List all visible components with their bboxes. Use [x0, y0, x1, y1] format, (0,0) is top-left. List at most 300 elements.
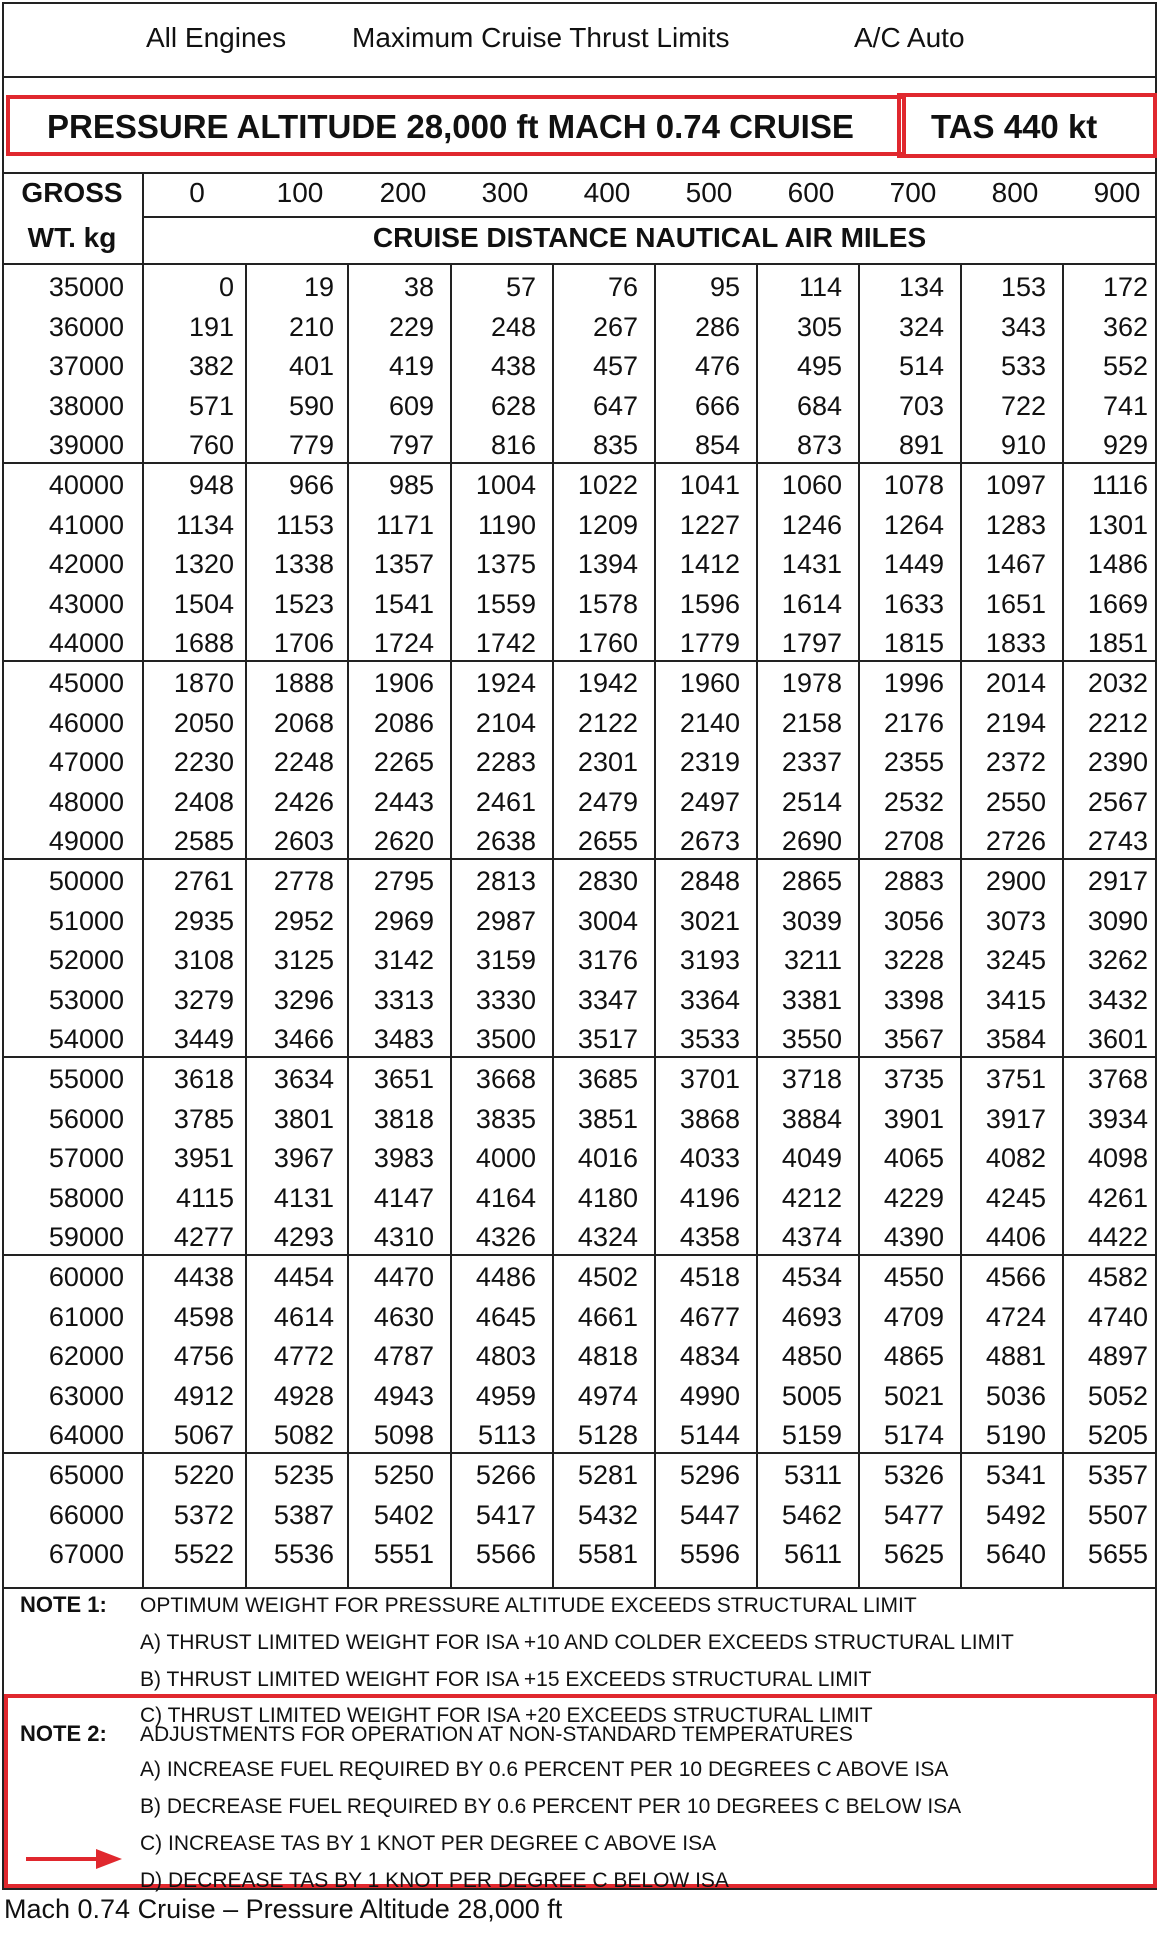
distance-cell: 854: [694, 430, 740, 461]
distance-cell: 1078: [883, 470, 944, 500]
table-row: [4, 866, 1155, 905]
distance-cell: 343: [1000, 311, 1046, 342]
distance-cell: 495: [796, 351, 842, 382]
distance-cell: 590: [288, 390, 334, 421]
distance-cell: 3415: [985, 984, 1046, 1015]
distance-cell: 4310: [373, 1222, 434, 1253]
distance-cell: 873: [796, 430, 842, 461]
gross-weight-cell: 41000: [48, 509, 124, 540]
group-divider: [4, 1254, 1155, 1256]
table-row: [4, 1064, 1155, 1103]
distance-cell: 3584: [985, 1024, 1046, 1055]
distance-cell: 2461: [475, 786, 536, 817]
distance-cell: 2900: [985, 866, 1046, 896]
distance-cell: 2567: [1087, 786, 1148, 817]
distance-cell: 76: [607, 272, 638, 302]
distance-cell: 760: [188, 430, 234, 461]
table-row: [4, 1460, 1155, 1499]
distance-cell: 229: [388, 311, 434, 342]
distance-cell: 4912: [173, 1380, 234, 1411]
gross-weight-cell: 52000: [48, 945, 124, 976]
distance-cell: 4406: [985, 1222, 1046, 1253]
distance-cell: 3228: [883, 945, 944, 976]
arrow-right-icon: [26, 1846, 122, 1872]
distance-cell: 5128: [577, 1420, 638, 1451]
distance-cell: 1264: [883, 509, 944, 540]
distance-cell: 4772: [273, 1341, 334, 1372]
distance-cell: 286: [694, 311, 740, 342]
weight-unit-header: WT. kg: [27, 222, 117, 253]
distance-cell: 3868: [679, 1103, 740, 1134]
table-row: [4, 1341, 1155, 1380]
distance-cell: 3835: [475, 1103, 536, 1134]
table-row: [4, 1539, 1155, 1578]
distance-cell: 3618: [173, 1064, 234, 1094]
gross-weight-cell: 39000: [48, 430, 124, 461]
distance-cell: 4098: [1087, 1143, 1148, 1174]
distance-cell: 4324: [577, 1222, 638, 1253]
distance-cell: 2443: [373, 786, 434, 817]
distance-cell: 3090: [1087, 905, 1148, 936]
distance-cell: 5021: [883, 1380, 944, 1411]
distance-cell: 2673: [679, 826, 740, 857]
gross-weight-cell: 40000: [48, 470, 124, 500]
distance-cell: 419: [388, 351, 434, 382]
distance-cell: 4740: [1087, 1301, 1148, 1332]
table-row: [4, 1500, 1155, 1539]
distance-cell: 1394: [577, 549, 638, 580]
distance-cell: 4582: [1087, 1262, 1148, 1292]
divider: [4, 1587, 1155, 1589]
distance-cell: 1870: [173, 668, 234, 698]
distance-cell: 2848: [679, 866, 740, 896]
distance-cell: 382: [188, 351, 234, 382]
distance-cell: 5536: [273, 1539, 334, 1570]
distance-cell: 5655: [1087, 1539, 1148, 1570]
table-row: [4, 549, 1155, 588]
table-row: [4, 1143, 1155, 1182]
distance-cell: 3685: [577, 1064, 638, 1094]
distance-cell: 891: [898, 430, 944, 461]
distance-cell: 1246: [781, 509, 842, 540]
distance-header: 0: [189, 177, 205, 208]
table-row: [4, 906, 1155, 945]
distance-cell: 3818: [373, 1103, 434, 1134]
distance-cell: 1578: [577, 588, 638, 619]
table-row: [4, 589, 1155, 628]
distance-cell: 3768: [1087, 1064, 1148, 1094]
distance-cell: 5402: [373, 1499, 434, 1530]
distance-cell: 457: [592, 351, 638, 382]
distance-cell: 2355: [883, 747, 944, 778]
distance-cell: 1559: [475, 588, 536, 619]
distance-cell: 1960: [679, 668, 740, 698]
distance-cell: 5596: [679, 1539, 740, 1570]
distance-cell: 4180: [577, 1182, 638, 1213]
distance-cell: 248: [490, 311, 536, 342]
distance-cell: 5462: [781, 1499, 842, 1530]
distance-cell: 3651: [373, 1064, 434, 1094]
table-row: [4, 391, 1155, 430]
gross-weight-cell: 61000: [48, 1301, 124, 1332]
distance-cell: 4261: [1087, 1182, 1148, 1213]
distance-cell: 4677: [679, 1301, 740, 1332]
distance-cell: 362: [1102, 311, 1148, 342]
distance-cell: 3108: [173, 945, 234, 976]
distance-cell: 3466: [273, 1024, 334, 1055]
distance-cell: 4033: [679, 1143, 740, 1174]
distance-cell: 4502: [577, 1262, 638, 1292]
distance-cell: 1097: [985, 470, 1046, 500]
distance-cell: 1541: [373, 588, 434, 619]
distance-cell: 5205: [1087, 1420, 1148, 1451]
distance-cell: 3701: [679, 1064, 740, 1094]
distance-cell: 533: [1000, 351, 1046, 382]
distance-cell: 3398: [883, 984, 944, 1015]
table-row: [4, 985, 1155, 1024]
note2: [20, 1721, 853, 1747]
distance-cell: 2086: [373, 707, 434, 738]
distance-cell: 1815: [883, 628, 944, 659]
distance-cell: 5372: [173, 1499, 234, 1530]
gross-weight-cell: 51000: [48, 905, 124, 936]
distance-cell: 2212: [1087, 707, 1148, 738]
distance-cell: 4566: [985, 1262, 1046, 1292]
thrust-limits-label: Maximum Cruise Thrust Limits: [352, 22, 730, 53]
distance-cell: 114: [798, 272, 842, 302]
distance-cell: 4115: [175, 1182, 234, 1213]
distance-cell: 5477: [883, 1499, 944, 1530]
distance-cell: 3125: [273, 945, 334, 976]
distance-cell: 5098: [373, 1420, 434, 1451]
distance-cell: 2778: [273, 866, 334, 896]
distance-cell: 985: [388, 470, 434, 500]
distance-cell: 4065: [883, 1143, 944, 1174]
distance-cell: 0: [218, 272, 234, 302]
distance-cell: 3279: [173, 984, 234, 1015]
gross-weight-cell: 55000: [48, 1064, 124, 1094]
distance-cell: 1779: [679, 628, 740, 659]
distance-cell: 4928: [273, 1380, 334, 1411]
gross-weight-cell: 37000: [48, 351, 124, 382]
distance-cell: 3073: [985, 905, 1046, 936]
gross-weight-cell: 65000: [48, 1460, 124, 1490]
distance-cell: 2301: [577, 747, 638, 778]
distance-cell: 4245: [985, 1182, 1046, 1213]
distance-cell: 1688: [173, 628, 234, 659]
distance-cell: 1190: [477, 509, 536, 540]
table-row: [4, 668, 1155, 707]
distance-cell: 267: [592, 311, 638, 342]
distance-cell: 1486: [1087, 549, 1148, 580]
gross-weight-cell: 42000: [48, 549, 124, 580]
distance-cell: 3901: [883, 1103, 944, 1134]
group-divider: [4, 858, 1155, 860]
distance-cell: 1996: [883, 668, 944, 698]
distance-header: 400: [583, 177, 631, 208]
distance-cell: 1338: [273, 549, 334, 580]
distance-cell: 5144: [679, 1420, 740, 1451]
distance-cell: 5036: [985, 1380, 1046, 1411]
distance-cell: 3951: [173, 1143, 234, 1174]
distance-cell: 3801: [273, 1103, 334, 1134]
cruise-table-document: [2, 2, 1157, 1890]
distance-cell: 2708: [883, 826, 944, 857]
gross-weight-cell: 48000: [48, 786, 124, 817]
note1-item-a: A) THRUST LIMITED WEIGHT FOR ISA +10 AND COLDER EXCEEDS STRUCTURAL LIMIT: [140, 1631, 1014, 1654]
distance-cell: 4049: [781, 1143, 842, 1174]
table-row: [4, 312, 1155, 351]
distance-cell: 324: [898, 311, 944, 342]
distance-cell: 1209: [577, 509, 638, 540]
distance-cell: 5067: [173, 1420, 234, 1451]
distance-cell: 1651: [985, 588, 1046, 619]
distance-cell: 1633: [883, 588, 944, 619]
distance-cell: 1942: [577, 668, 638, 698]
distance-cell: 3296: [273, 984, 334, 1015]
distance-cell: 5113: [477, 1420, 536, 1451]
distance-header: 700: [889, 177, 937, 208]
distance-cell: 1978: [781, 668, 842, 698]
distance-cell: 2426: [273, 786, 334, 817]
distance-cell: 666: [694, 390, 740, 421]
distance-cell: 57: [505, 272, 536, 302]
table-row: [4, 1302, 1155, 1341]
table-row: [4, 470, 1155, 509]
distance-cell: 4850: [781, 1341, 842, 1372]
distance-cell: 2122: [577, 707, 638, 738]
distance-cell: 3533: [679, 1024, 740, 1055]
distance-cell: 3983: [373, 1143, 434, 1174]
distance-cell: 779: [288, 430, 334, 461]
gross-weight-cell: 62000: [48, 1341, 124, 1372]
distance-cell: 2883: [883, 866, 944, 896]
distance-cell: 1467: [985, 549, 1046, 580]
distance-cell: 4709: [883, 1301, 944, 1332]
table-row: [4, 1183, 1155, 1222]
distance-cell: 571: [188, 390, 234, 421]
distance-cell: 4229: [883, 1182, 944, 1213]
distance-cell: 4422: [1087, 1222, 1148, 1253]
distance-header: 800: [991, 177, 1039, 208]
distance-cell: 4518: [679, 1262, 740, 1292]
distance-cell: 741: [1102, 390, 1148, 421]
distance-cell: 1412: [679, 549, 740, 580]
distance-cell: 3567: [883, 1024, 944, 1055]
distance-cell: 3718: [781, 1064, 842, 1094]
distance-cell: 1171: [375, 509, 434, 540]
distance-cell: 4614: [273, 1301, 334, 1332]
distance-cell: 2603: [273, 826, 334, 857]
distance-cell: 3668: [475, 1064, 536, 1094]
distance-cell: 5551: [373, 1539, 434, 1570]
distance-cell: 1797: [781, 628, 842, 659]
distance-cell: 628: [490, 390, 536, 421]
distance-cell: 703: [898, 390, 944, 421]
distance-cell: 2372: [985, 747, 1046, 778]
distance-cell: 2813: [475, 866, 536, 896]
distance-cell: 3364: [679, 984, 740, 1015]
gross-weight-cell: 67000: [48, 1539, 124, 1570]
distance-cell: 4693: [781, 1301, 842, 1332]
distance-cell: 2230: [173, 747, 234, 778]
distance-cell: 514: [898, 351, 944, 382]
caption-row: [4, 22, 1155, 62]
divider: [4, 76, 1155, 78]
distance-cell: 1375: [475, 549, 536, 580]
distance-cell: 4897: [1087, 1341, 1148, 1372]
distance-cell: 2408: [173, 786, 234, 817]
distance-cell: 966: [288, 470, 334, 500]
table-row: [4, 1381, 1155, 1420]
note2-item-d: D) DECREASE TAS BY 1 KNOT PER DEGREE C BELOW ISA: [140, 1869, 729, 1892]
group-divider: [4, 660, 1155, 662]
distance-cell: 2319: [679, 747, 740, 778]
distance-cell: 816: [490, 430, 536, 461]
distance-cell: 3039: [781, 905, 842, 936]
tas-highlight: [897, 93, 1157, 158]
distance-cell: 3500: [475, 1024, 536, 1055]
distance-cell: 1833: [985, 628, 1046, 659]
distance-cell: 5082: [273, 1420, 334, 1451]
note2-label: NOTE 2:: [20, 1721, 107, 1746]
distance-cell: 2865: [781, 866, 842, 896]
distance-cell: 2690: [781, 826, 842, 857]
gross-weight-cell: 54000: [48, 1024, 124, 1055]
distance-cell: 609: [388, 390, 434, 421]
distance-cell: 3751: [985, 1064, 1046, 1094]
distance-cell: 1116: [1091, 470, 1148, 500]
distance-cell: 4834: [679, 1341, 740, 1372]
distance-cell: 2337: [781, 747, 842, 778]
distance-cell: 3004: [577, 905, 638, 936]
distance-cell: 2140: [679, 707, 740, 738]
distance-cell: 5625: [883, 1539, 944, 1570]
distance-cell: 3193: [679, 945, 740, 976]
distance-cell: 1851: [1087, 628, 1148, 659]
distance-cell: 3432: [1087, 984, 1148, 1015]
distance-cell: 4438: [173, 1262, 234, 1292]
table-row: [4, 945, 1155, 984]
table-row: [4, 747, 1155, 786]
distance-cell: 4550: [883, 1262, 944, 1292]
distance-cell: 5296: [679, 1460, 740, 1490]
distance-header: 200: [379, 177, 427, 208]
distance-cell: 1153: [275, 509, 334, 540]
gross-weight-cell: 60000: [48, 1262, 124, 1292]
distance-cell: 5281: [577, 1460, 638, 1490]
distance-cell: 3176: [577, 945, 638, 976]
distance-cell: 4787: [373, 1341, 434, 1372]
table-row: [4, 708, 1155, 747]
distance-cell: 4534: [781, 1262, 842, 1292]
distance-cell: 4390: [883, 1222, 944, 1253]
gross-weight-cell: 63000: [48, 1380, 124, 1411]
distance-header: 900: [1093, 177, 1141, 208]
distance-cell: 1504: [173, 588, 234, 619]
distance-cell: 4818: [577, 1341, 638, 1372]
gross-weight-cell: 36000: [48, 311, 124, 342]
distance-cell: 3517: [577, 1024, 638, 1055]
distance-header: 300: [481, 177, 529, 208]
distance-cell: 5611: [783, 1539, 842, 1570]
distance-cell: 438: [490, 351, 536, 382]
distance-cell: 5005: [781, 1380, 842, 1411]
distance-cell: 5492: [985, 1499, 1046, 1530]
distance-cell: 2761: [173, 866, 234, 896]
distance-cell: 5052: [1087, 1380, 1148, 1411]
figure-caption: Mach 0.74 Cruise – Pressure Altitude 28,000 ft: [4, 1894, 563, 1924]
altitude-mach-highlight: [6, 95, 906, 156]
distance-cell: 2032: [1087, 668, 1148, 698]
distance-cell: 5159: [781, 1420, 842, 1451]
cruise-distance-header: CRUISE DISTANCE NAUTICAL AIR MILES: [372, 222, 927, 253]
group-divider: [4, 462, 1155, 464]
distance-cell: 3550: [781, 1024, 842, 1055]
distance-cell: 191: [188, 311, 234, 342]
tas-label: TAS 440 kt: [931, 108, 1098, 145]
distance-cell: 4645: [475, 1301, 536, 1332]
table-row: [4, 510, 1155, 549]
distance-cell: 835: [592, 430, 638, 461]
distance-cell: 3245: [985, 945, 1046, 976]
distance-cell: 5522: [173, 1539, 234, 1570]
distance-header: 600: [787, 177, 835, 208]
distance-cell: 3934: [1087, 1103, 1148, 1134]
distance-cell: 4881: [985, 1341, 1046, 1372]
distance-cell: 5566: [475, 1539, 536, 1570]
distance-cell: 2952: [273, 905, 334, 936]
distance-cell: 4724: [985, 1301, 1046, 1332]
divider: [4, 172, 1155, 174]
distance-cell: 4974: [577, 1380, 638, 1411]
table-row: [4, 787, 1155, 826]
distance-cell: 4756: [173, 1341, 234, 1372]
distance-cell: 2514: [781, 786, 842, 817]
distance-cell: 1022: [577, 470, 638, 500]
distance-cell: 1706: [273, 628, 334, 659]
distance-cell: 3449: [173, 1024, 234, 1055]
distance-cell: 3735: [883, 1064, 944, 1094]
gross-weight-cell: 44000: [48, 628, 124, 659]
distance-cell: 4016: [577, 1143, 638, 1174]
distance-cell: 5311: [783, 1460, 842, 1490]
distance-cell: 1134: [175, 509, 234, 540]
note1-item-c: C) THRUST LIMITED WEIGHT FOR ISA +20 EXCEEDS STRUCTURAL LIMIT: [140, 1704, 873, 1727]
distance-cell: 4293: [273, 1222, 334, 1253]
distance-cell: 3967: [273, 1143, 334, 1174]
distance-cell: 4212: [781, 1182, 842, 1213]
distance-cell: 2194: [985, 707, 1046, 738]
distance-cell: 1320: [173, 549, 234, 580]
distance-cell: 552: [1102, 351, 1148, 382]
distance-cell: 5507: [1087, 1499, 1148, 1530]
distance-cell: 4131: [273, 1182, 334, 1213]
gross-weight-cell: 49000: [48, 826, 124, 857]
distance-cell: 401: [288, 351, 334, 382]
note2-item-a: A) INCREASE FUEL REQUIRED BY 0.6 PERCENT PER 10 DEGREES C ABOVE ISA: [140, 1758, 949, 1781]
distance-cell: 3917: [985, 1103, 1046, 1134]
distance-cell: 4196: [679, 1182, 740, 1213]
gross-weight-cell: 56000: [48, 1103, 124, 1134]
distance-cell: 2479: [577, 786, 638, 817]
distance-cell: 1724: [373, 628, 434, 659]
distance-cell: 2158: [781, 707, 842, 738]
ac-auto-label: A/C Auto: [854, 22, 965, 53]
gross-weight-cell: 57000: [48, 1143, 124, 1174]
distance-cell: 5432: [577, 1499, 638, 1530]
distance-cell: 2497: [679, 786, 740, 817]
